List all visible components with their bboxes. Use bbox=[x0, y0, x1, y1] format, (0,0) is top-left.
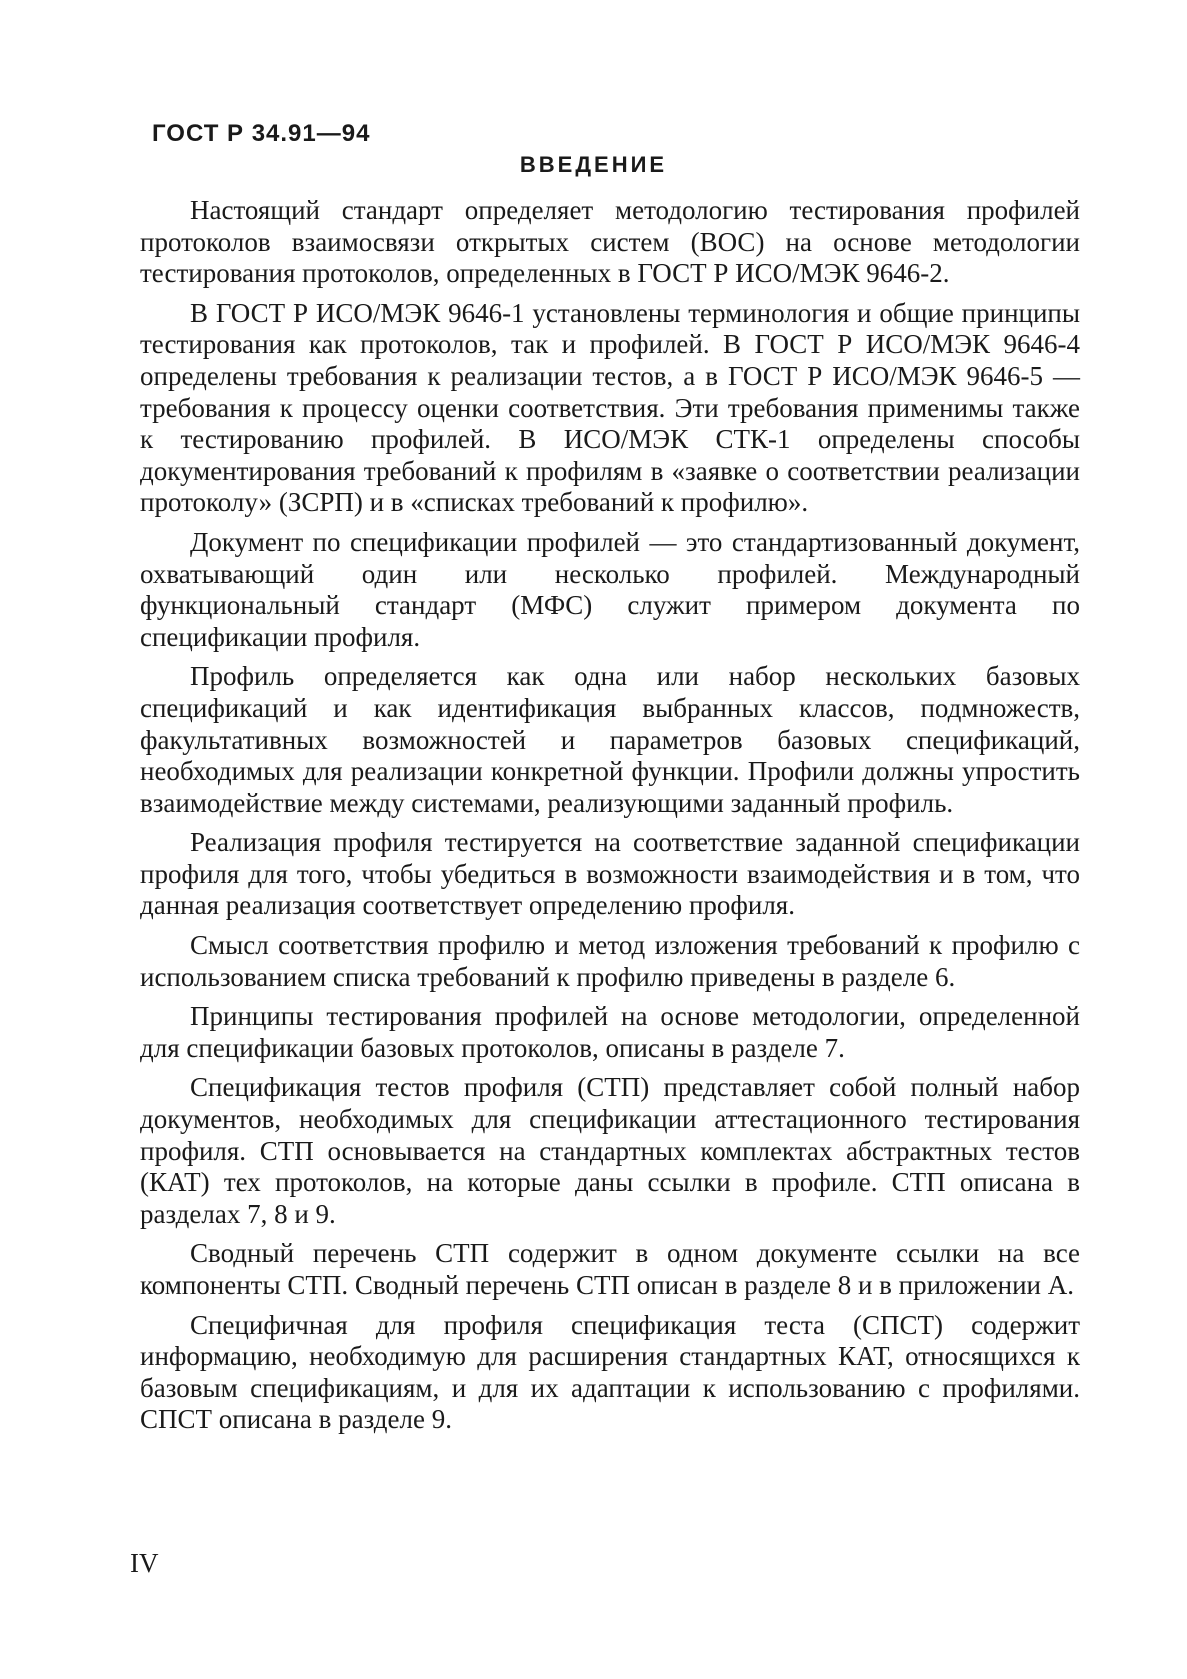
page-number: IV bbox=[130, 1548, 159, 1578]
paragraph-5: Реализация профиля тестируется на соответствие заданной спецификации профиля для того, чтобы убедиться в возможности взаимодействия и в том, что данная реализация соответствует определению профиля. bbox=[140, 827, 1080, 921]
document-code: ГОСТ Р 34.91—94 bbox=[152, 120, 371, 147]
paragraph-3: Документ по спецификации профилей — это стандартизованный документ, охватывающий один или несколько профилей. Международный функциональный стандарт (МФС) служит примером документа по спецификации профиля. bbox=[140, 526, 1080, 652]
paragraph-2: В ГОСТ Р ИСО/МЭК 9646-1 установлены терминология и общие принципы тестирования как протоколов, так и профилей. В ГОСТ Р ИСО/МЭК 9646-4 определены требования к реализации тестов, а в ГОСТ Р ИСО/МЭК 9646-5 — требования к процессу оценки соответствия. Эти требования применимы также к тестированию профилей. В ИСО/МЭК СТК-1 определены способы документирования требований к профилям в «заявке о соответствии реализации протоколу» (ЗСРП) и в «списках требований к профилю». bbox=[140, 297, 1080, 518]
section-heading: ВВЕДЕНИЕ bbox=[519, 152, 668, 177]
paragraph-4: Профиль определяется как одна или набор нескольких базовых спецификаций и как идентификация выбранных классов, подмножеств, факультативных возможностей и параметров базовых спецификаций, необходимых для реализации конкретной функции. Профили должны упростить взаимодействие между системами, реализующими заданный профиль. bbox=[140, 661, 1080, 818]
paragraph-7: Принципы тестирования профилей на основе методологии, определенной для спецификации базовых протоколов, описаны в разделе 7. bbox=[140, 1001, 1080, 1063]
paragraph-9: Сводный перечень СТП содержит в одном документе ссылки на все компоненты СТП. Сводный перечень СТП описан в разделе 8 и в приложении А. bbox=[140, 1238, 1080, 1300]
paragraph-6: Смысл соответствия профилю и метод изложения требований к профилю с использованием списка требований к профилю приведены в разделе 6. bbox=[140, 930, 1080, 992]
paragraph-8: Спецификация тестов профиля (СТП) представляет собой полный набор документов, необходимых для спецификации аттестационного тестирования профиля. СТП основывается на стандартных комплектах абстрактных тестов (КАТ) тех протоколов, на которые даны ссылки в профиле. СТП описана в разделах 7, 8 и 9. bbox=[140, 1072, 1080, 1229]
paragraph-1: Настоящий стандарт определяет методологию тестирования профилей протоколов взаимосвязи открытых систем (ВОС) на основе методологии тестирования протоколов, определенных в ГОСТ Р ИСО/МЭК 9646-2. bbox=[140, 195, 1080, 289]
paragraph-10: Специфичная для профиля спецификация теста (СПСТ) содержит информацию, необходимую для расширения стандартных КАТ, относящихся к базовым спецификациям, и для их адаптации к использованию с профилями. СПСТ описана в разделе 9. bbox=[140, 1309, 1080, 1435]
body-text bbox=[140, 195, 1080, 1444]
